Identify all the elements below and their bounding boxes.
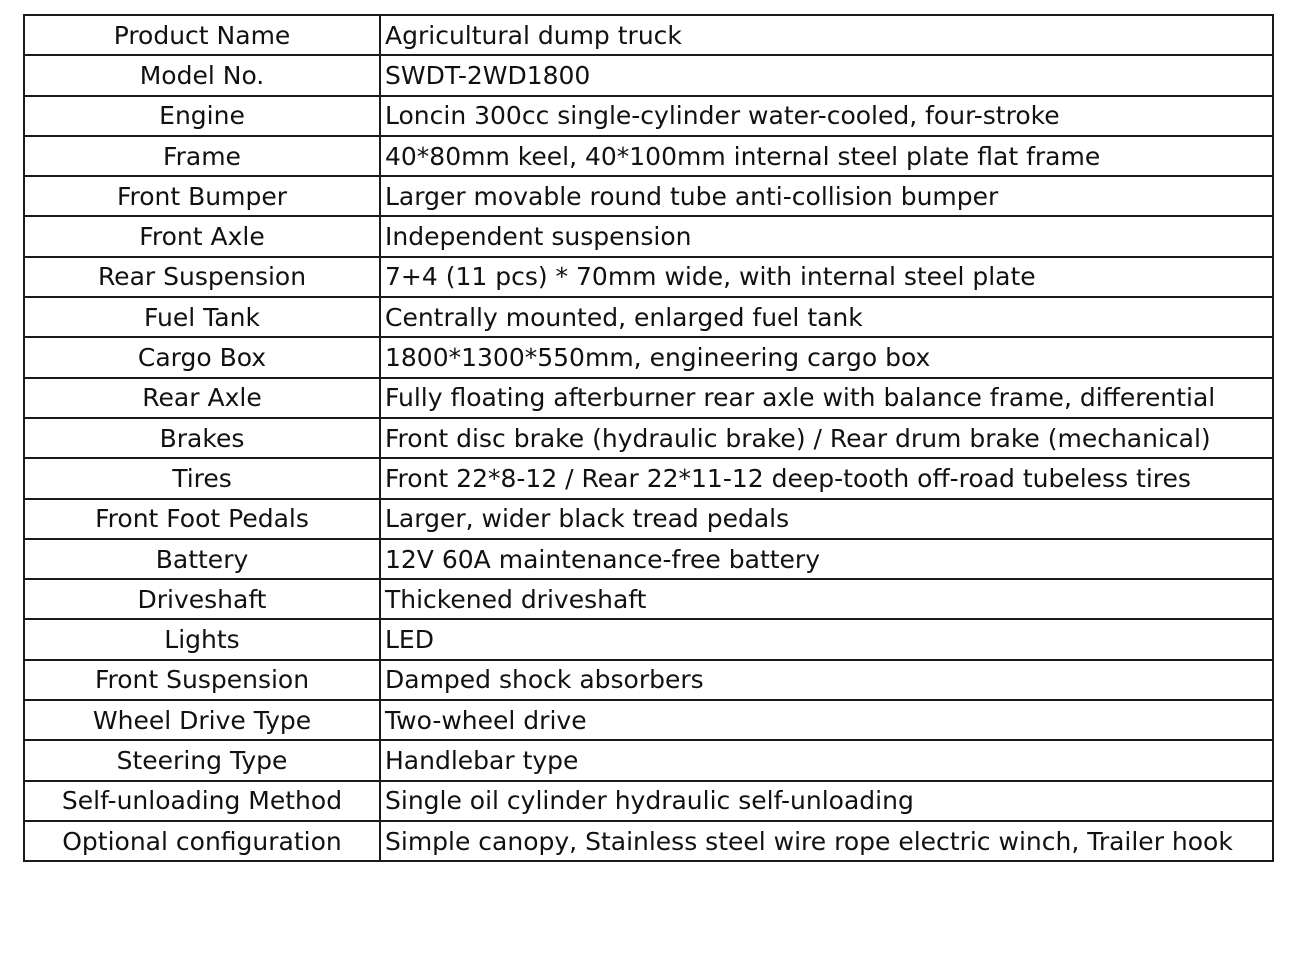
table-row xyxy=(24,781,1273,821)
table-row xyxy=(24,378,1273,418)
spec-value: Front 22*8-12 / Rear 22*11-12 deep-tooth off-road tubeless tires xyxy=(380,458,1273,498)
spec-label: Lights xyxy=(24,619,380,659)
spec-value: Simple canopy, Stainless steel wire rope electric winch, Trailer hook xyxy=(380,821,1273,861)
spec-value: 12V 60A maintenance-free battery xyxy=(380,539,1273,579)
table-row xyxy=(24,418,1273,458)
spec-label: Engine xyxy=(24,96,380,136)
spec-value: Larger movable round tube anti-collision bumper xyxy=(380,176,1273,216)
spec-value: Agricultural dump truck xyxy=(380,15,1273,55)
spec-value: 40*80mm keel, 40*100mm internal steel plate flat frame xyxy=(380,136,1273,176)
table-row xyxy=(24,216,1273,256)
spec-label: Cargo Box xyxy=(24,337,380,377)
table-row xyxy=(24,96,1273,136)
spec-value: Thickened driveshaft xyxy=(380,579,1273,619)
spec-value: 7+4 (11 pcs) * 70mm wide, with internal steel plate xyxy=(380,257,1273,297)
spec-label: Rear Suspension xyxy=(24,257,380,297)
spec-value: Fully floating afterburner rear axle with balance frame, differential xyxy=(380,378,1273,418)
spec-value: Loncin 300cc single-cylinder water-cooled, four-stroke xyxy=(380,96,1273,136)
table-row xyxy=(24,257,1273,297)
table-row xyxy=(24,176,1273,216)
spec-label: Product Name xyxy=(24,15,380,55)
spec-value: LED xyxy=(380,619,1273,659)
spec-label: Front Suspension xyxy=(24,660,380,700)
spec-label: Tires xyxy=(24,458,380,498)
spec-table xyxy=(23,14,1274,862)
spec-value: 1800*1300*550mm, engineering cargo box xyxy=(380,337,1273,377)
table-row xyxy=(24,337,1273,377)
spec-value: Two-wheel drive xyxy=(380,700,1273,740)
spec-value: Single oil cylinder hydraulic self-unloading xyxy=(380,781,1273,821)
table-row xyxy=(24,15,1273,55)
table-row xyxy=(24,539,1273,579)
table-row xyxy=(24,136,1273,176)
spec-value: Front disc brake (hydraulic brake) / Rear drum brake (mechanical) xyxy=(380,418,1273,458)
spec-label: Front Foot Pedals xyxy=(24,499,380,539)
table-row xyxy=(24,458,1273,498)
spec-value: Larger, wider black tread pedals xyxy=(380,499,1273,539)
spec-value: Centrally mounted, enlarged fuel tank xyxy=(380,297,1273,337)
table-row xyxy=(24,740,1273,780)
spec-value: Handlebar type xyxy=(380,740,1273,780)
spec-label: Fuel Tank xyxy=(24,297,380,337)
table-row xyxy=(24,660,1273,700)
spec-label: Self-unloading Method xyxy=(24,781,380,821)
spec-value: Damped shock absorbers xyxy=(380,660,1273,700)
spec-value: Independent suspension xyxy=(380,216,1273,256)
table-row xyxy=(24,579,1273,619)
spec-table-body xyxy=(24,15,1273,861)
table-row xyxy=(24,499,1273,539)
spec-label: Wheel Drive Type xyxy=(24,700,380,740)
spec-label: Brakes xyxy=(24,418,380,458)
spec-label: Steering Type xyxy=(24,740,380,780)
table-row xyxy=(24,821,1273,861)
table-row xyxy=(24,700,1273,740)
table-row xyxy=(24,55,1273,95)
spec-label: Optional configuration xyxy=(24,821,380,861)
spec-label: Battery xyxy=(24,539,380,579)
table-row xyxy=(24,619,1273,659)
spec-label: Frame xyxy=(24,136,380,176)
spec-label: Driveshaft xyxy=(24,579,380,619)
spec-label: Front Bumper xyxy=(24,176,380,216)
table-row xyxy=(24,297,1273,337)
spec-label: Front Axle xyxy=(24,216,380,256)
spec-label: Model No. xyxy=(24,55,380,95)
spec-label: Rear Axle xyxy=(24,378,380,418)
spec-value: SWDT-2WD1800 xyxy=(380,55,1273,95)
